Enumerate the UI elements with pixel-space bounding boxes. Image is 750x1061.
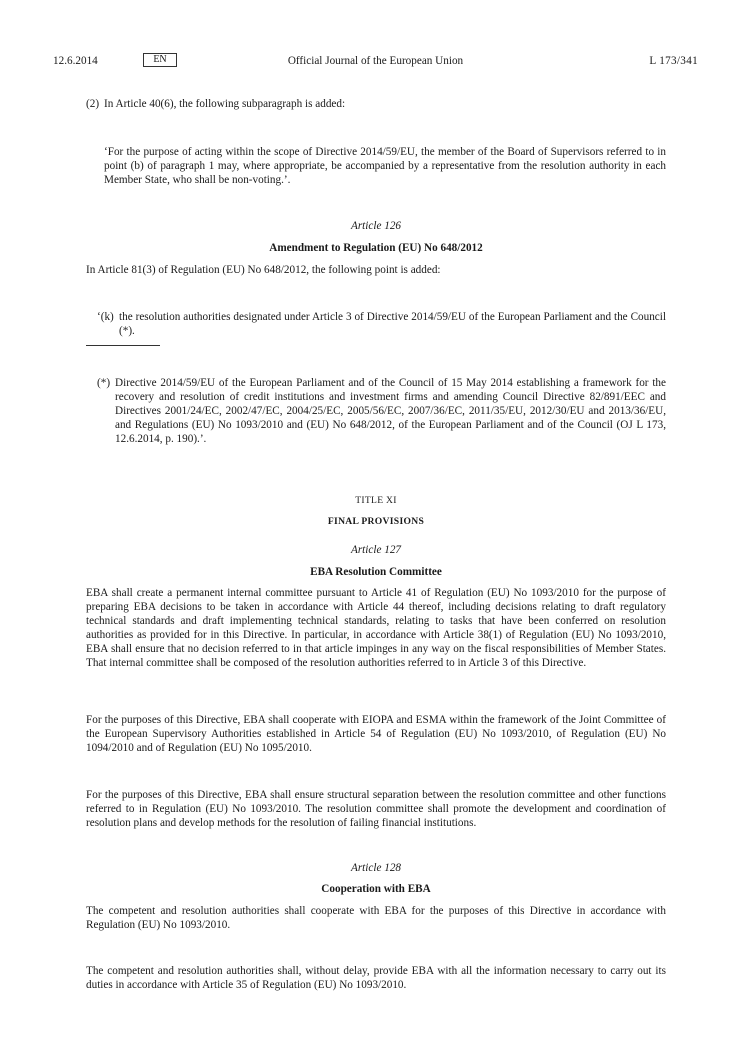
journal-title: Official Journal of the European Union bbox=[287, 55, 464, 67]
article-127-paragraph: For the purposes of this Directive, EBA shall cooperate with EIOPA and ESMA within the framework of the Joint Committee of the European Supervisory Authorities established in Article 54 of Regulation (EU) No 1093/2010, of Regulation (EU) No 1094/2010 and of Regulation (EU) No 1095/2010. bbox=[86, 714, 666, 754]
amendment-item-2 bbox=[86, 98, 666, 112]
article-127-paragraph: EBA shall create a permanent internal committee pursuant to Article 41 of Regulation (EU) No 1093/2010 for the purpose of preparing EBA decisions to be taken in accordance with Article 44 thereof, including decisions relating to draft regulatory technical standards and draft implementing technical standards, relating to tasks that have been conferred on resolution authorities as provided for in this Directive. In particular, in accordance with Article 38(1) of Regulation (EU) No 1093/2010, EBA shall ensure that no decision referred to in that article impinges in any way on the fiscal responsibilities of Member States. That internal committee shall be composed of the resolution authorities referred to in Article 3 of this Directive. bbox=[86, 587, 666, 669]
article-126-intro: In Article 81(3) of Regulation (EU) No 648/2012, the following point is added: bbox=[86, 264, 441, 276]
item-marker: (2) bbox=[86, 98, 100, 110]
title-label: TITLE XI bbox=[355, 495, 397, 506]
point-marker: ‘(k) bbox=[97, 311, 114, 323]
footnote bbox=[97, 377, 666, 447]
title-heading: FINAL PROVISIONS bbox=[327, 516, 425, 527]
article-128-paragraph: The competent and resolution authorities shall, without delay, provide EBA with all the information necessary to carry out its duties in accordance with Article 35 of Regulation (EU) No 1093/2010. bbox=[86, 965, 666, 991]
article-128-paragraph: The competent and resolution authorities shall cooperate with EBA for the purposes of this Directive in accordance with Regulation (EU) No 1093/2010. bbox=[86, 905, 666, 931]
footnote-divider bbox=[86, 345, 160, 346]
item-text: In Article 40(6), the following subparagraph is added: bbox=[104, 98, 346, 110]
language-badge: EN bbox=[143, 53, 177, 67]
point-text: the resolution authorities designated under Article 3 of Directive 2014/59/EU of the European Parliament and the Council (*). bbox=[119, 311, 666, 337]
page-reference: L 173/341 bbox=[649, 55, 698, 67]
article-128-number: Article 128 bbox=[350, 862, 402, 874]
quoted-subparagraph: ‘For the purpose of acting within the scope of Directive 2014/59/EU, the member of the Board of Supervisors referred to in point (b) of paragraph 1 may, where appropriate, be accompanied by a representative from the resolution authority in each Member State, who shall be non-voting.’. bbox=[104, 146, 666, 186]
article-126-title: Amendment to Regulation (EU) No 648/2012 bbox=[269, 242, 483, 254]
footnote-marker: (*) bbox=[97, 377, 111, 389]
footnote-text: Directive 2014/59/EU of the European Parliament and of the Council of 15 May 2014 establishing a framework for the recovery and resolution of credit institutions and investment firms and amending Council Directive 82/891/EEC and Directives 2001/24/EC, 2002/47/EC, 2004/25/EC, 2005/56/EC, 2007/36/EC, 2011/35/EU, 2012/30/EU and 2013/36/EU, and Regulations (EU) No 1093/2010 and (EU) No 648/2012, of the European Parliament and of the Council (OJ L 173, 12.6.2014, p. 190).’. bbox=[115, 377, 666, 445]
article-126-number: Article 126 bbox=[350, 220, 402, 232]
article-126-point-k bbox=[97, 311, 666, 339]
article-127-number: Article 127 bbox=[350, 544, 402, 556]
page-header bbox=[53, 55, 698, 69]
article-128-title: Cooperation with EBA bbox=[321, 883, 431, 895]
header-date: 12.6.2014 bbox=[53, 55, 98, 67]
article-127-paragraph: For the purposes of this Directive, EBA shall ensure structural separation between the resolution committee and other functions referred to in Regulation (EU) No 1093/2010. The resolution committee shall promote the development and coordination of resolution plans and develop methods for the resolution of failing financial institutions. bbox=[86, 789, 666, 829]
article-127-title: EBA Resolution Committee bbox=[310, 566, 442, 578]
